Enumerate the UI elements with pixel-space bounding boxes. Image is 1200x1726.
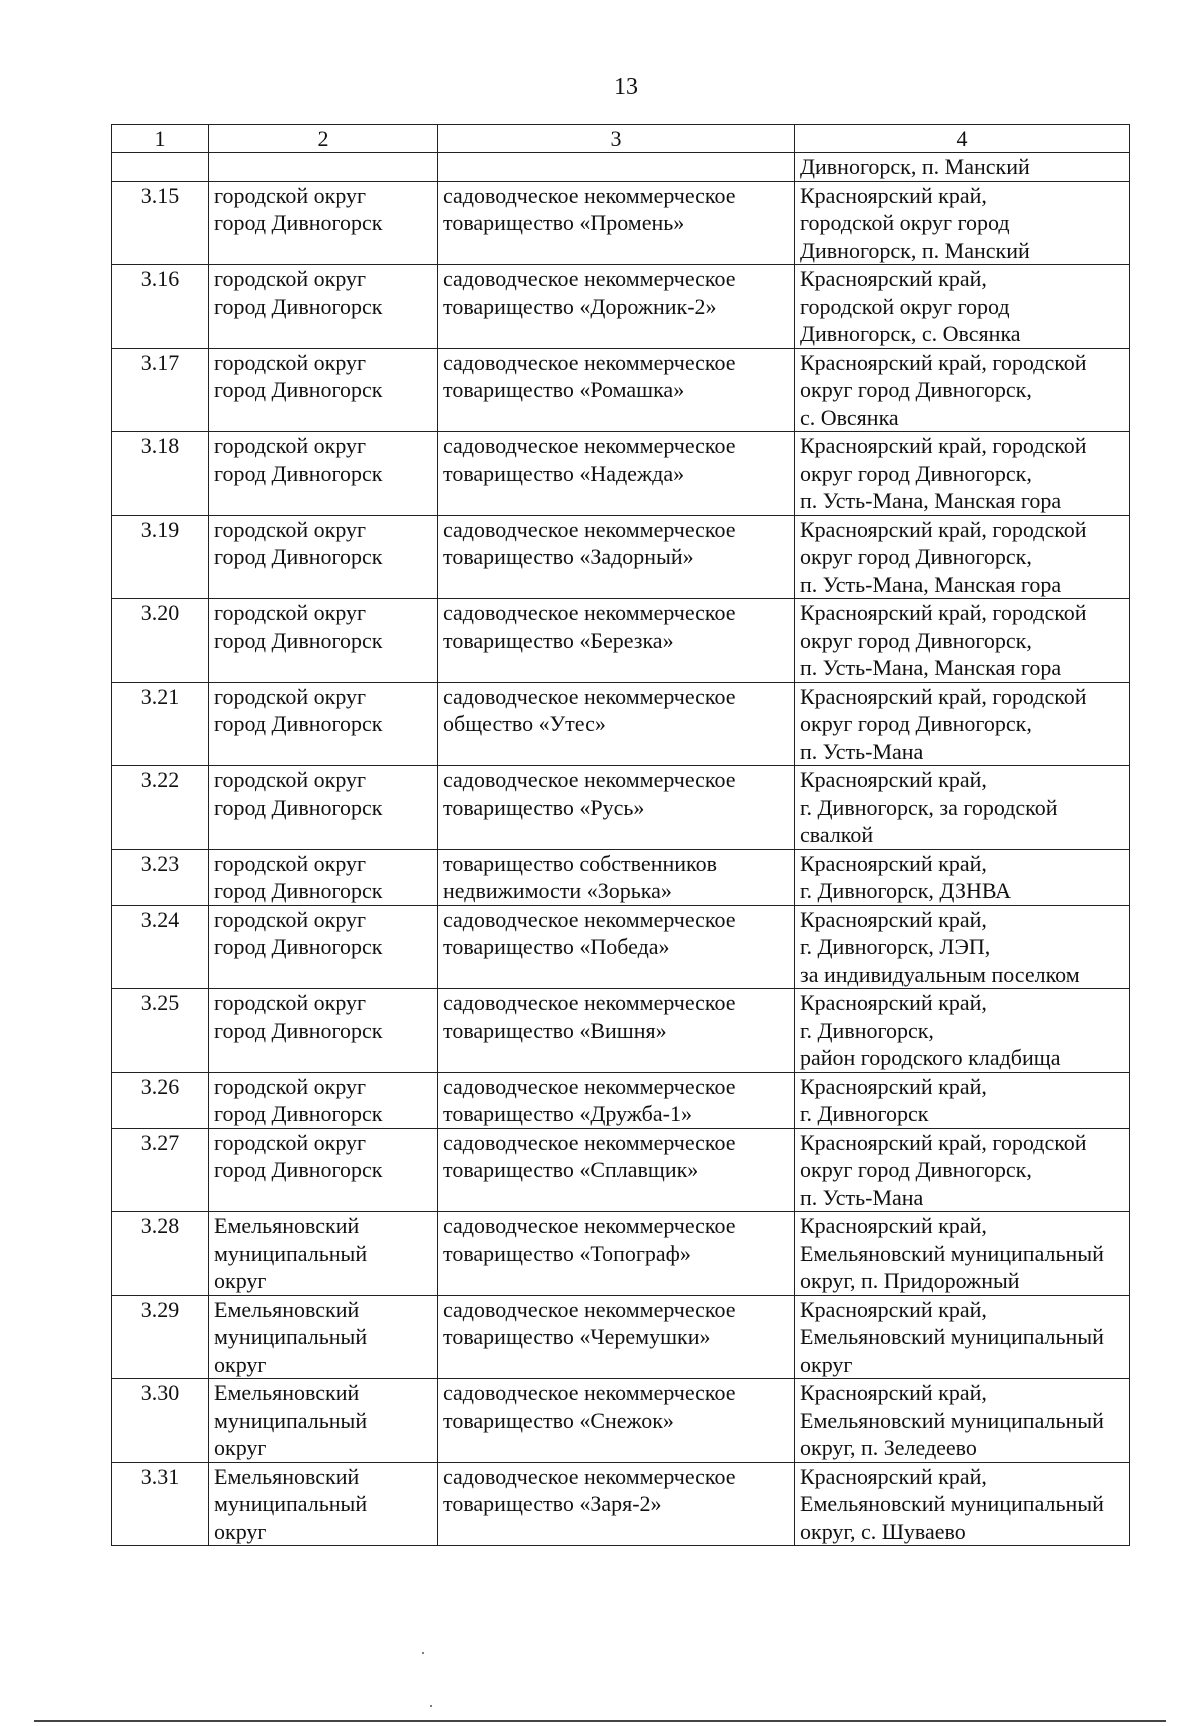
row-number: 3.25 — [112, 989, 209, 1073]
row-number: 3.19 — [112, 515, 209, 599]
row-number: 3.15 — [112, 181, 209, 265]
address-cell: Красноярский край, г. Дивногорск, ЛЭП, за индивидуальным поселком — [795, 905, 1130, 989]
district-cell: городской округ город Дивногорск — [209, 905, 438, 989]
district-cell: городской округ город Дивногорск — [209, 181, 438, 265]
bottom-rule — [34, 1720, 1166, 1722]
row-number — [112, 153, 209, 182]
table-row — [112, 989, 1130, 1073]
column-header: 2 — [209, 125, 438, 153]
district-cell: Емельяновский муниципальный округ — [209, 1379, 438, 1463]
address-cell: Дивногорск, п. Манский — [795, 153, 1130, 182]
row-number: 3.24 — [112, 905, 209, 989]
row-number: 3.30 — [112, 1379, 209, 1463]
header-row — [112, 125, 1130, 153]
row-number: 3.29 — [112, 1295, 209, 1379]
district-cell: городской округ город Дивногорск — [209, 849, 438, 905]
organization-cell: садоводческое некоммерческое товарищество «Русь» — [438, 766, 795, 850]
district-cell: городской округ город Дивногорск — [209, 432, 438, 516]
page-number: 13 — [614, 74, 638, 100]
organization-cell: садоводческое некоммерческое товарищество «Задорный» — [438, 515, 795, 599]
organization-cell: садоводческое некоммерческое товарищество «Надежда» — [438, 432, 795, 516]
scan-speck — [422, 1652, 424, 1654]
table-row — [112, 1295, 1130, 1379]
address-cell: Красноярский край, г. Дивногорск — [795, 1072, 1130, 1128]
row-number: 3.23 — [112, 849, 209, 905]
row-number: 3.26 — [112, 1072, 209, 1128]
organization-cell: садоводческое некоммерческое товарищество «Снежок» — [438, 1379, 795, 1463]
column-header: 1 — [112, 125, 209, 153]
organization-cell: садоводческое некоммерческое товарищество «Топограф» — [438, 1212, 795, 1296]
organization-cell: товарищество собственников недвижимости «Зорька» — [438, 849, 795, 905]
address-cell: Красноярский край, городской округ город Дивногорск, п. Усть-Мана — [795, 1128, 1130, 1212]
address-cell: Красноярский край, городской округ город Дивногорск, п. Манский — [795, 181, 1130, 265]
district-cell: городской округ город Дивногорск — [209, 766, 438, 850]
district-cell: городской округ город Дивногорск — [209, 682, 438, 766]
column-header: 4 — [795, 125, 1130, 153]
table-row — [112, 432, 1130, 516]
table-row — [112, 1128, 1130, 1212]
district-cell: Емельяновский муниципальный округ — [209, 1295, 438, 1379]
district-cell: Емельяновский муниципальный округ — [209, 1212, 438, 1296]
organization-cell: садоводческое некоммерческое товарищество «Дорожник-2» — [438, 265, 795, 349]
table-row — [112, 682, 1130, 766]
address-cell: Красноярский край, г. Дивногорск, район городского кладбища — [795, 989, 1130, 1073]
address-cell: Красноярский край, Емельяновский муниципальный округ, п. Зеледеево — [795, 1379, 1130, 1463]
table-row — [112, 599, 1130, 683]
district-cell: городской округ город Дивногорск — [209, 599, 438, 683]
column-header: 3 — [438, 125, 795, 153]
address-cell: Красноярский край, Емельяновский муниципальный округ, п. Придорожный — [795, 1212, 1130, 1296]
table-row — [112, 181, 1130, 265]
organization-cell: садоводческое некоммерческое товарищество «Дружба-1» — [438, 1072, 795, 1128]
table-row — [112, 1379, 1130, 1463]
organization-cell: садоводческое некоммерческое товарищество «Победа» — [438, 905, 795, 989]
organization-cell: садоводческое некоммерческое товарищество «Заря-2» — [438, 1462, 795, 1546]
organization-cell: садоводческое некоммерческое товарищество «Березка» — [438, 599, 795, 683]
row-number: 3.22 — [112, 766, 209, 850]
row-number: 3.17 — [112, 348, 209, 432]
address-cell: Красноярский край, городской округ город Дивногорск, п. Усть-Мана, Манская гора — [795, 599, 1130, 683]
address-cell: Красноярский край, г. Дивногорск, за городской свалкой — [795, 766, 1130, 850]
organization-cell: садоводческое некоммерческое товарищество «Ромашка» — [438, 348, 795, 432]
organization-cell: садоводческое некоммерческое товарищество «Сплавщик» — [438, 1128, 795, 1212]
address-cell: Красноярский край, городской округ город Дивногорск, п. Усть-Мана — [795, 682, 1130, 766]
organization-cell — [438, 153, 795, 182]
row-number: 3.27 — [112, 1128, 209, 1212]
address-cell: Красноярский край, Емельяновский муниципальный округ — [795, 1295, 1130, 1379]
table-row — [112, 905, 1130, 989]
row-number: 3.31 — [112, 1462, 209, 1546]
row-number: 3.21 — [112, 682, 209, 766]
organization-cell: садоводческое некоммерческое товарищество «Промень» — [438, 181, 795, 265]
district-cell: городской округ город Дивногорск — [209, 989, 438, 1073]
table-row — [112, 766, 1130, 850]
address-cell: Красноярский край, Емельяновский муниципальный округ, с. Шуваево — [795, 1462, 1130, 1546]
district-cell: городской округ город Дивногорск — [209, 265, 438, 349]
address-cell: Красноярский край, городской округ город Дивногорск, с. Овсянка — [795, 348, 1130, 432]
district-cell: городской округ город Дивногорск — [209, 1072, 438, 1128]
table-body — [112, 153, 1130, 1546]
address-cell: Красноярский край, городской округ город Дивногорск, п. Усть-Мана, Манская гора — [795, 432, 1130, 516]
address-cell: Красноярский край, г. Дивногорск, ДЗНВА — [795, 849, 1130, 905]
row-number: 3.16 — [112, 265, 209, 349]
row-number: 3.28 — [112, 1212, 209, 1296]
organization-cell: садоводческое некоммерческое товарищество «Вишня» — [438, 989, 795, 1073]
table-row — [112, 1072, 1130, 1128]
table-row — [112, 348, 1130, 432]
district-cell: городской округ город Дивногорск — [209, 1128, 438, 1212]
organization-cell: садоводческое некоммерческое общество «Утес» — [438, 682, 795, 766]
table-row — [112, 515, 1130, 599]
row-number: 3.20 — [112, 599, 209, 683]
district-cell: городской округ город Дивногорск — [209, 348, 438, 432]
district-cell: Емельяновский муниципальный округ — [209, 1462, 438, 1546]
table-row — [112, 1212, 1130, 1296]
organization-cell: садоводческое некоммерческое товарищество «Черемушки» — [438, 1295, 795, 1379]
table-row — [112, 849, 1130, 905]
row-number: 3.18 — [112, 432, 209, 516]
district-cell: городской округ город Дивногорск — [209, 515, 438, 599]
registry-table — [111, 124, 1130, 1546]
table-row — [112, 265, 1130, 349]
address-cell: Красноярский край, городской округ город Дивногорск, п. Усть-Мана, Манская гора — [795, 515, 1130, 599]
table-row — [112, 153, 1130, 182]
address-cell: Красноярский край, городской округ город Дивногорск, с. Овсянка — [795, 265, 1130, 349]
scan-speck — [430, 1705, 432, 1707]
table-row — [112, 1462, 1130, 1546]
district-cell — [209, 153, 438, 182]
